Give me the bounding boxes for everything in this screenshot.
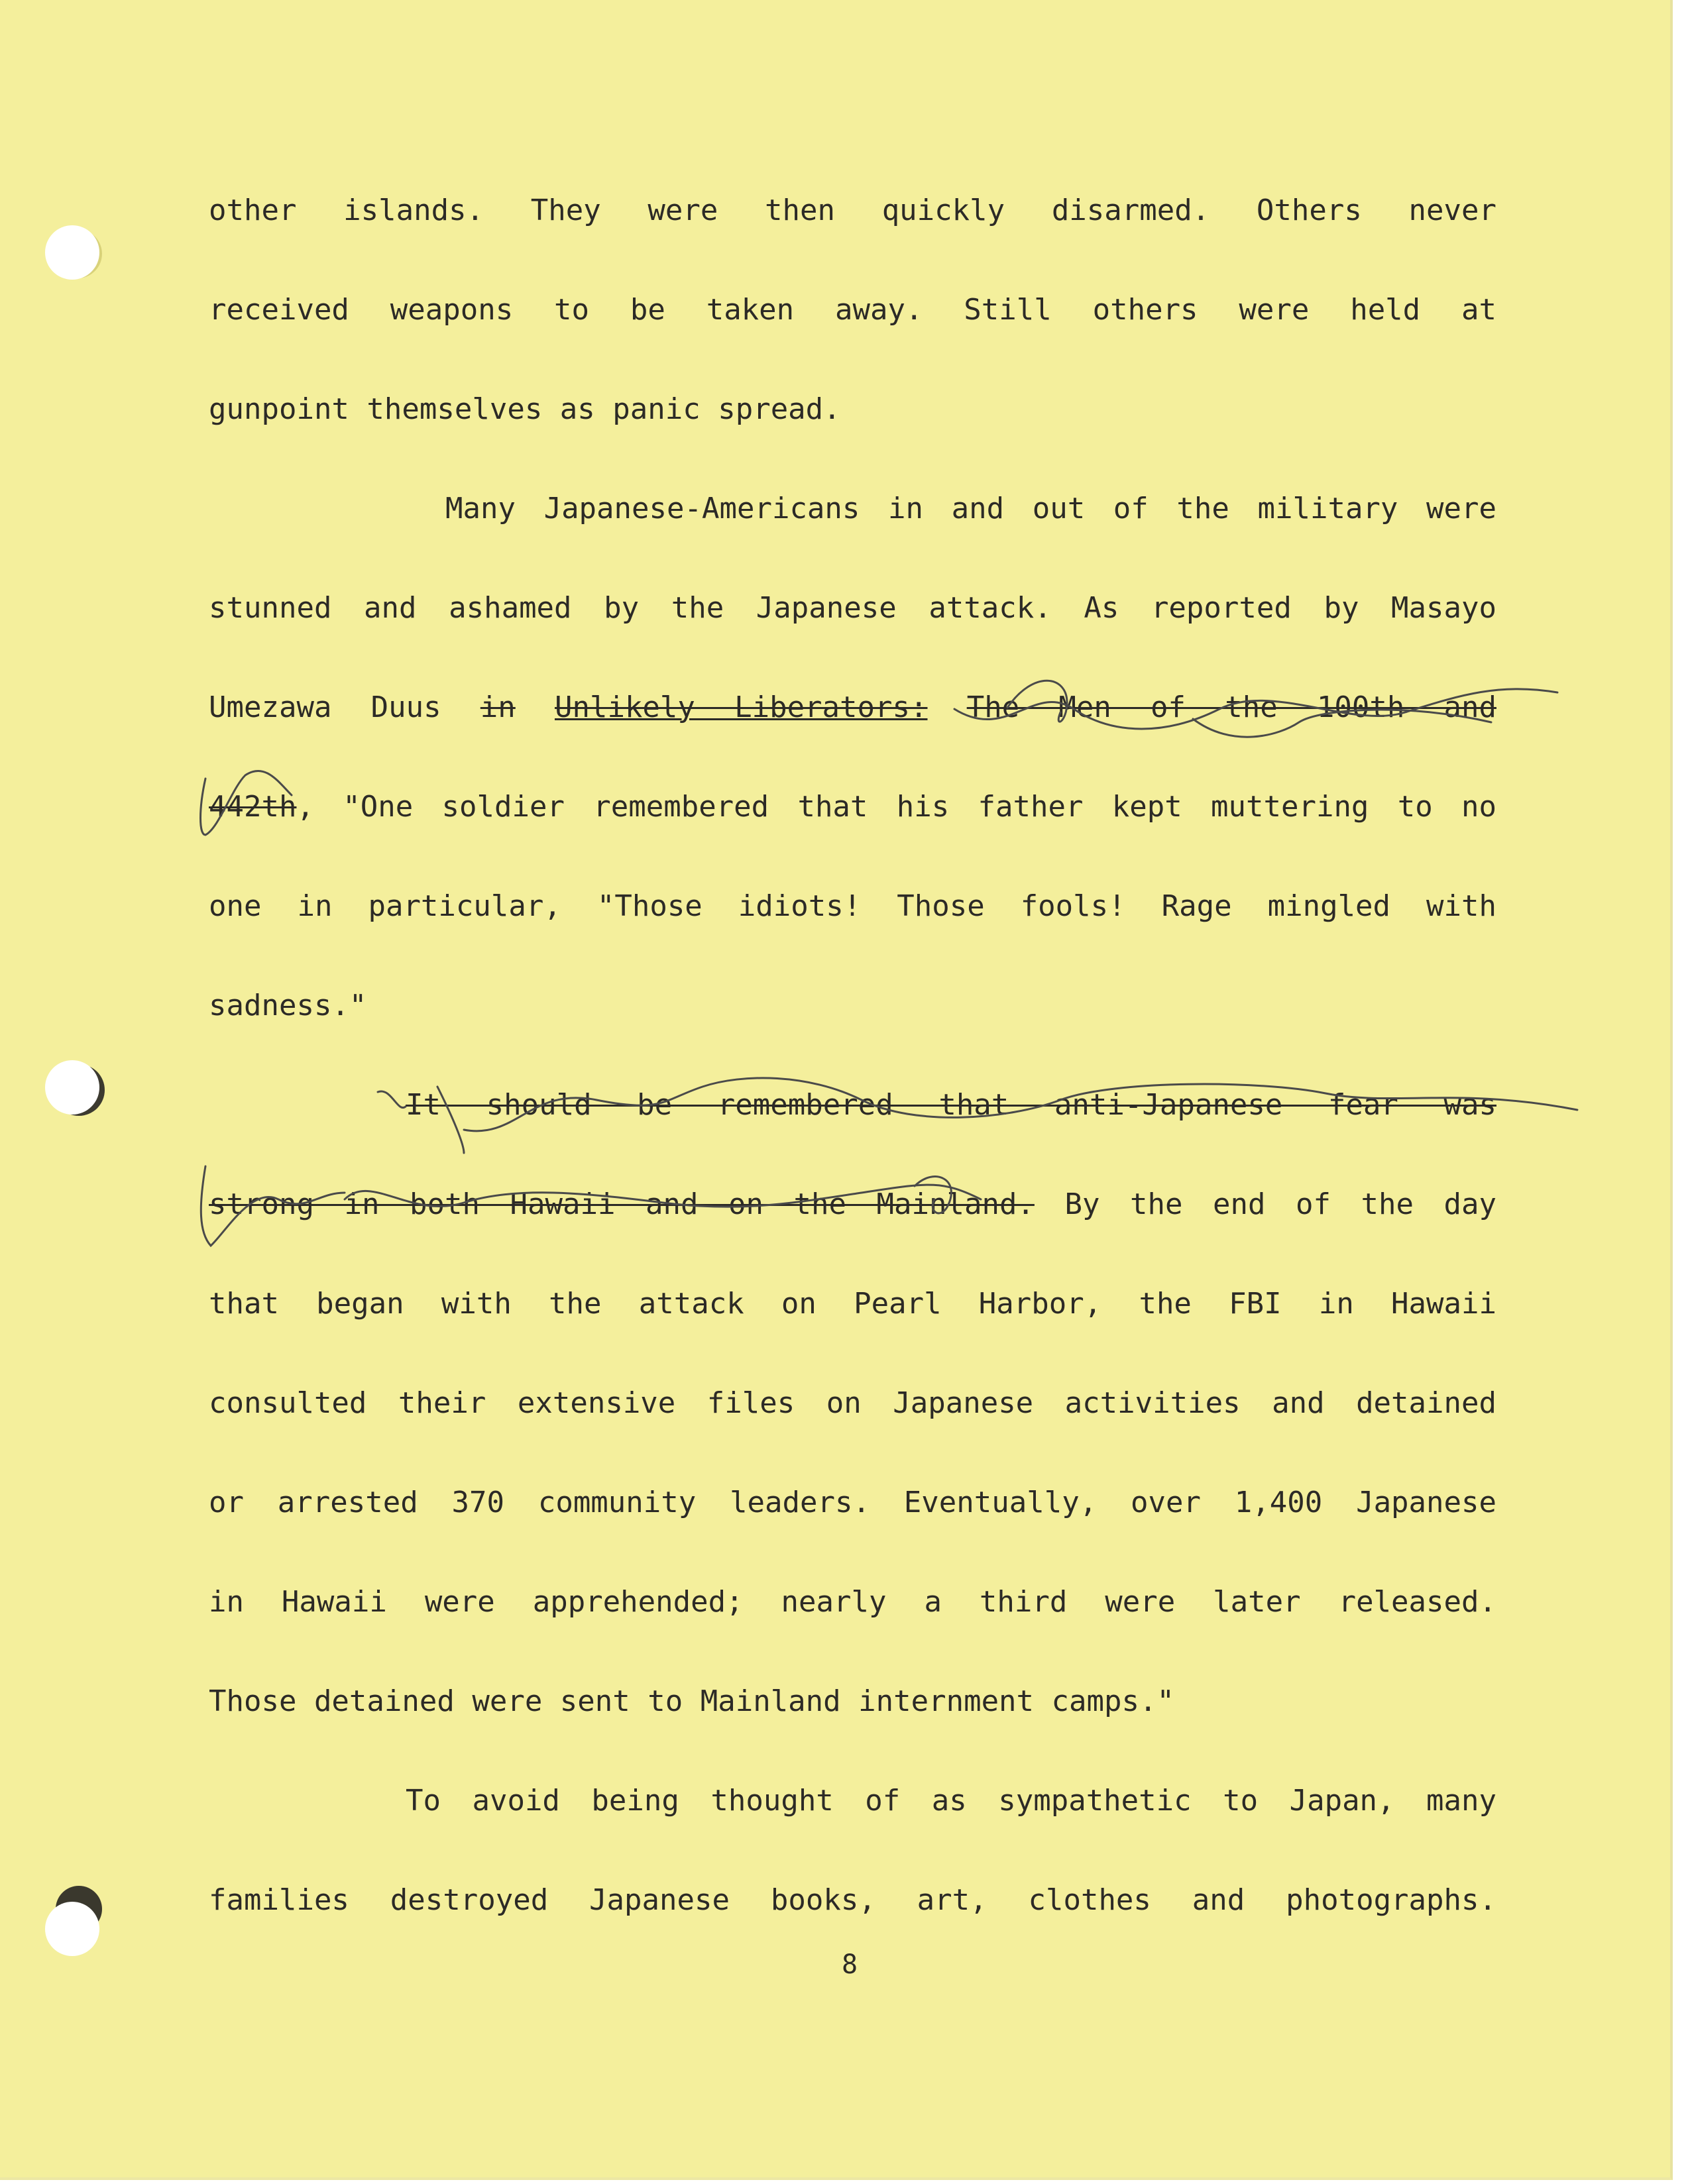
text-line [209, 1185, 1496, 1225]
struck-text: The Men of the 100th and [966, 690, 1496, 724]
struck-paragraph-start: It should be remembered that anti-Japanese fear was [406, 1088, 1496, 1122]
punch-hole [45, 1902, 99, 1956]
struck-text: 442th [209, 790, 297, 824]
text-line: one in particular, "Those idiots! Those fools! Rage mingled with [209, 889, 1496, 923]
text-line: stunned and ashamed by the Japanese attack. As reported by Masayo [209, 591, 1496, 625]
text-line: or arrested 370 community leaders. Eventually, over 1,400 Japanese [209, 1486, 1496, 1519]
punch-hole [45, 1060, 99, 1115]
text-fragment: , "One soldier remembered that his father kept muttering to no [296, 790, 1496, 824]
text-line: received weapons to be taken away. Still others were held at [209, 293, 1496, 327]
text-line: sadness." [209, 989, 367, 1022]
paragraph-start-line: Many Japanese-Americans in and out of the military were [445, 492, 1496, 525]
text-line [209, 787, 1496, 827]
text-fragment: Umezawa Duus [209, 690, 441, 724]
paragraph-start-line: To avoid being thought of as sympathetic to Japan, many [406, 1784, 1496, 1818]
citation-line [209, 688, 1496, 728]
struck-text: in [480, 690, 516, 724]
text-line: other islands. They were then quickly disarmed. Others never [209, 193, 1496, 227]
text-line: that began with the attack on Pearl Harbor, the FBI in Hawaii [209, 1287, 1496, 1321]
text-fragment: By the end of the day [1064, 1187, 1496, 1221]
text-line: consulted their extensive files on Japanese activities and detained [209, 1386, 1496, 1420]
page-number: 8 [842, 1949, 858, 1980]
struck-book-title: Unlikely Liberators: [554, 690, 928, 724]
punch-hole [45, 225, 99, 280]
struck-text: strong in both Hawaii and on the Mainland. [209, 1187, 1035, 1221]
text-line: in Hawaii were apprehended; nearly a third were later released. [209, 1585, 1496, 1619]
text-line: gunpoint themselves as panic spread. [209, 392, 841, 426]
text-line: families destroyed Japanese books, art, clothes and photographs. [209, 1883, 1496, 1917]
text-line: Those detained were sent to Mainland internment camps." [209, 1684, 1174, 1718]
